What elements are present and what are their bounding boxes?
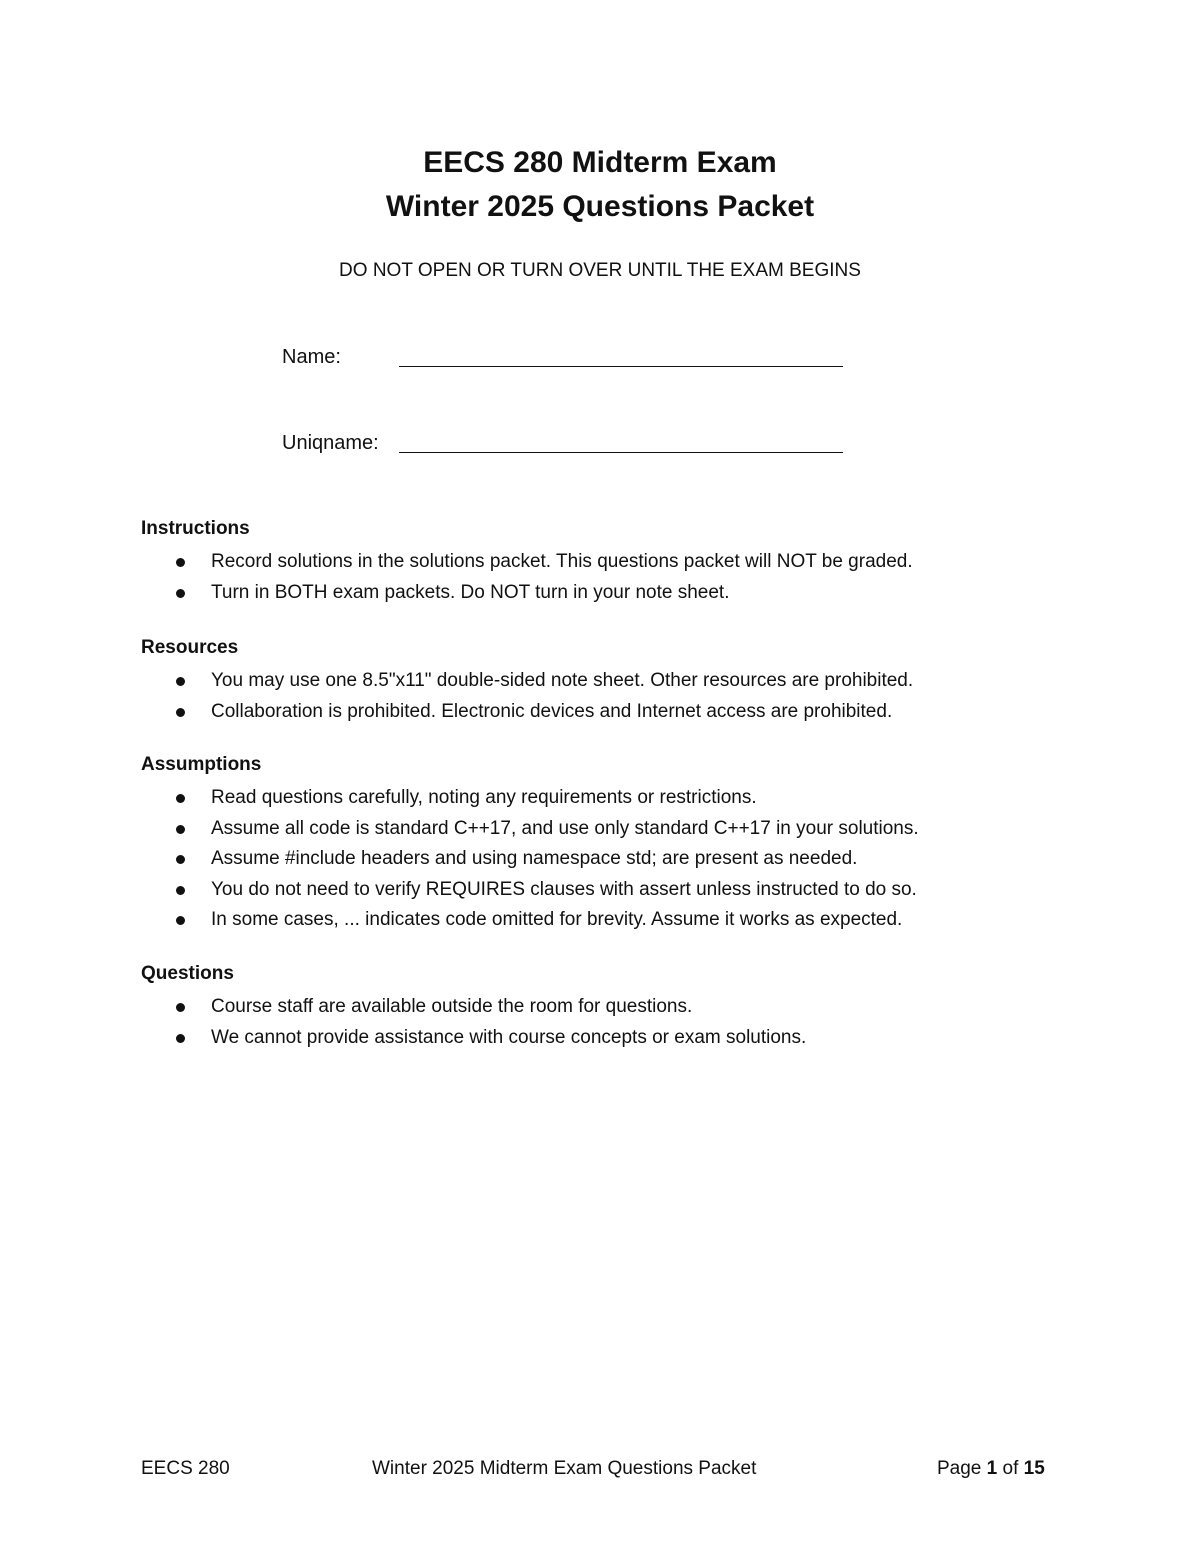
list-item: In some cases, ... indicates code omitted for brevity. Assume it works as expected.	[141, 905, 1101, 936]
list-item: You do not need to verify REQUIRES clauses with assert unless instructed to do so.	[141, 875, 1101, 906]
list-item: Collaboration is prohibited. Electronic devices and Internet access are prohibited.	[141, 697, 1101, 728]
instructions-section	[141, 516, 1101, 608]
do-not-open-notice: DO NOT OPEN OR TURN OVER UNTIL THE EXAM BEGINS	[339, 260, 861, 281]
bullet-icon	[176, 1034, 185, 1043]
bullet-icon	[176, 855, 185, 864]
uniqname-blank-line	[399, 452, 843, 453]
bullet-icon	[176, 886, 185, 895]
uniqname-label: Uniqname:	[282, 432, 379, 454]
questions-list	[141, 992, 1101, 1053]
resources-list	[141, 666, 1101, 727]
resources-heading: Resources	[141, 637, 239, 658]
questions-heading: Questions	[141, 963, 234, 984]
footer-course: EECS 280	[141, 1458, 230, 1479]
list-item: Record solutions in the solutions packet. This questions packet will NOT be graded.	[141, 547, 1101, 578]
list-item: Course staff are available outside the room for questions.	[141, 992, 1101, 1023]
instructions-heading: Instructions	[141, 518, 250, 539]
assumptions-list	[141, 783, 1101, 936]
list-item: You may use one 8.5"x11" double-sided note sheet. Other resources are prohibited.	[141, 666, 1101, 697]
name-blank-line	[399, 366, 843, 367]
total-pages: 15	[1023, 1458, 1045, 1479]
assumptions-heading: Assumptions	[141, 754, 262, 775]
list-item: Assume all code is standard C++17, and use only standard C++17 in your solutions.	[141, 814, 1101, 845]
list-item: Assume #include headers and using namespace std; are present as needed.	[141, 844, 1101, 875]
bullet-icon	[176, 589, 185, 598]
list-item: Read questions carefully, noting any requirements or restrictions.	[141, 783, 1101, 814]
questions-section	[141, 961, 1101, 1053]
resources-section	[141, 635, 1101, 727]
bullet-icon	[176, 825, 185, 834]
bullet-icon	[176, 708, 185, 717]
bullet-icon	[176, 794, 185, 803]
footer-packet-title: Winter 2025 Midterm Exam Questions Packet	[372, 1458, 757, 1479]
page-number: Page 1 of 15	[937, 1458, 1045, 1479]
bullet-icon	[176, 916, 185, 925]
bullet-icon	[176, 558, 185, 567]
current-page: 1	[986, 1458, 998, 1479]
name-label: Name:	[282, 346, 341, 368]
assumptions-section	[141, 752, 1101, 936]
list-item: Turn in BOTH exam packets. Do NOT turn in your note sheet.	[141, 578, 1101, 609]
instructions-list	[141, 547, 1101, 608]
exam-title: EECS 280 Midterm Exam	[423, 146, 777, 179]
bullet-icon	[176, 1003, 185, 1012]
list-item: We cannot provide assistance with course concepts or exam solutions.	[141, 1023, 1101, 1054]
exam-subtitle: Winter 2025 Questions Packet	[385, 190, 815, 223]
bullet-icon	[176, 677, 185, 686]
